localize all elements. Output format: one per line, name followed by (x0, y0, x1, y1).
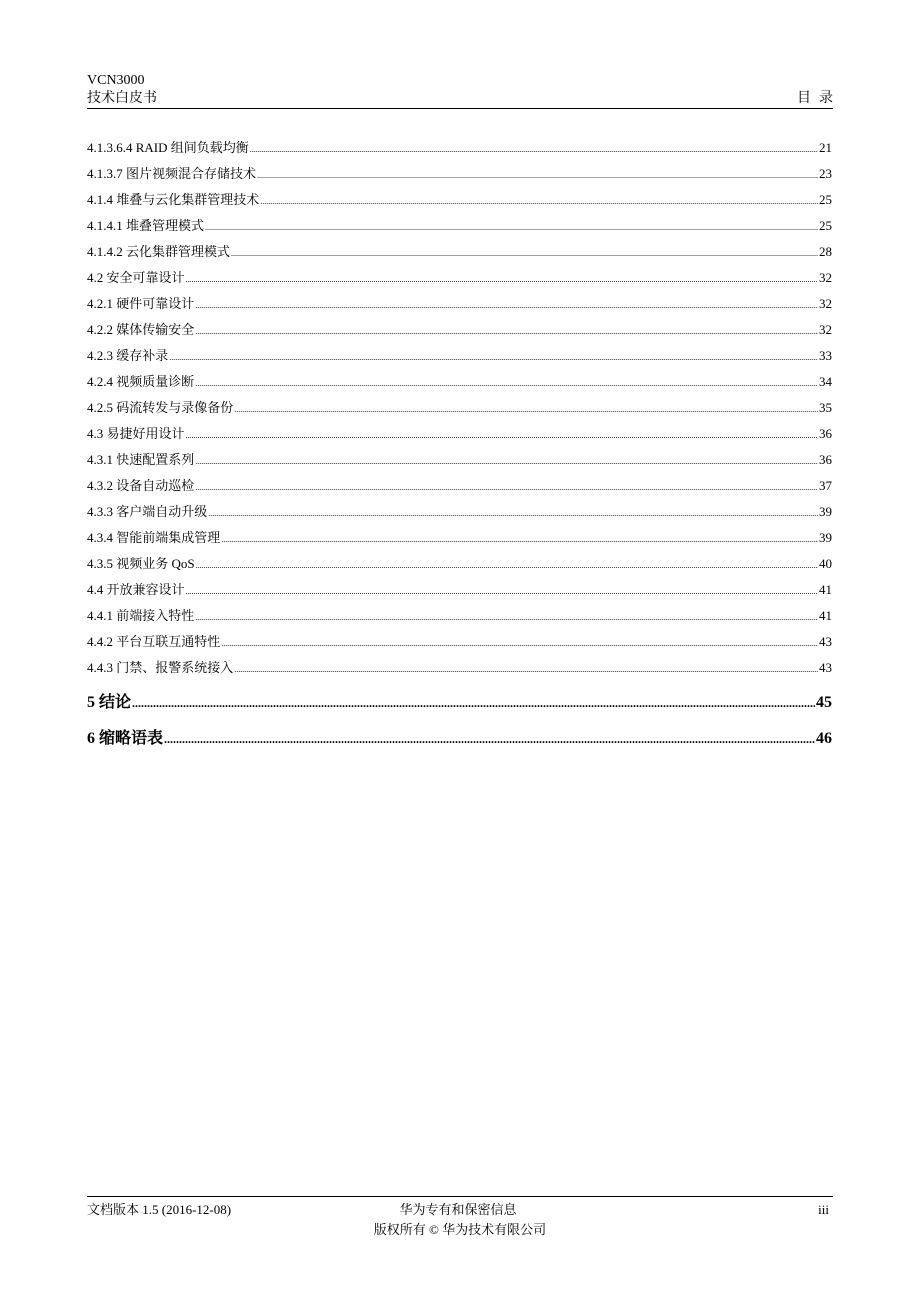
toc-leader-dots (257, 166, 818, 182)
page-footer (87, 1200, 833, 1240)
toc-leader-dots (221, 634, 818, 650)
toc-entry-page: 34 (819, 374, 832, 389)
toc-entry-chapter[interactable] (87, 676, 832, 712)
header-divider (87, 108, 833, 109)
toc-entry-page: 39 (819, 504, 832, 519)
toc-leader-dots (234, 660, 818, 676)
toc-leader-dots (234, 400, 818, 416)
toc-leader-dots (208, 504, 818, 520)
toc-entry-page: 35 (819, 400, 832, 415)
toc-entry-page: 45 (816, 694, 832, 711)
toc-entry-page: 32 (819, 322, 832, 337)
toc-leader-dots (260, 192, 818, 208)
toc-leader-dots (195, 296, 818, 312)
toc-entry-page: 28 (819, 244, 832, 259)
toc-entry-page: 32 (819, 296, 832, 311)
toc-leader-dots (195, 322, 818, 338)
toc-entry-page: 23 (819, 166, 832, 181)
toc-entry-title: 4.2 安全可靠设计 (87, 270, 185, 285)
toc-leader-dots (164, 730, 815, 748)
toc-entry-title: 4.1.4.2 云化集群管理模式 (87, 244, 231, 259)
page-header (87, 72, 841, 108)
toc-leader-dots (250, 140, 818, 156)
toc-entry-title: 4.2.2 媒体传输安全 (87, 322, 195, 337)
toc-entry-page: 21 (819, 140, 832, 155)
toc-entry-page: 46 (816, 730, 832, 747)
toc-entry-page: 39 (819, 530, 832, 545)
toc-entry-title: 4.3.3 客户端自动升级 (87, 504, 208, 519)
toc-leader-dots (195, 478, 818, 494)
toc-entry-page: 32 (819, 270, 832, 285)
toc-entry[interactable] (87, 286, 832, 312)
toc-entry-title: 5 结论 (87, 694, 132, 711)
toc-entry-page: 40 (819, 556, 832, 571)
toc-entry-title: 4.3.4 智能前端集成管理 (87, 530, 221, 545)
toc-entry[interactable] (87, 624, 832, 650)
toc-entry-title: 4.3.5 视频业务 QoS (87, 556, 195, 571)
toc-entry-title: 4.1.3.7 图片视频混合存储技术 (87, 166, 257, 181)
copyright-notice: 版权所有 © 华为技术有限公司 (373, 1222, 547, 1237)
toc-entry-title: 4.2.5 码流转发与录像备份 (87, 400, 234, 415)
toc-entry[interactable] (87, 260, 832, 286)
toc-entry-title: 4.4 开放兼容设计 (87, 582, 185, 597)
toc-entry[interactable] (87, 598, 832, 624)
toc-entry-title: 4.4.1 前端接入特性 (87, 608, 195, 623)
toc-entry-chapter[interactable] (87, 712, 832, 748)
toc-leader-dots (231, 244, 818, 260)
confidentiality-notice: 华为专有和保密信息 (399, 1202, 517, 1217)
toc-entry-page: 25 (819, 192, 832, 207)
document-type: 技术白皮书 (87, 91, 157, 106)
toc-entry[interactable] (87, 442, 832, 468)
toc-entry-page: 37 (819, 478, 832, 493)
toc-entry[interactable] (87, 572, 832, 598)
toc-entry-title: 6 缩略语表 (87, 730, 164, 747)
toc-entry[interactable] (87, 130, 832, 156)
toc-entry[interactable] (87, 650, 832, 676)
toc-entry-title: 4.2.3 缓存补录 (87, 348, 169, 363)
toc-entry-page: 36 (819, 452, 832, 467)
toc-entry[interactable] (87, 182, 832, 208)
toc-entry[interactable] (87, 390, 832, 416)
toc-entry-title: 4.2.1 硬件可靠设计 (87, 296, 195, 311)
toc-entry[interactable] (87, 312, 832, 338)
toc-entry[interactable] (87, 416, 832, 442)
toc-entry[interactable] (87, 234, 832, 260)
toc-entry[interactable] (87, 364, 832, 390)
toc-entry-title: 4.2.4 视频质量诊断 (87, 374, 195, 389)
toc-entry-page: 43 (819, 660, 832, 675)
footer-divider (87, 1196, 833, 1197)
document-version: 文档版本 1.5 (2016-12-08) (87, 1202, 232, 1217)
toc-entry[interactable] (87, 208, 832, 234)
toc-leader-dots (186, 426, 818, 442)
toc-entry[interactable] (87, 494, 832, 520)
page-number: iii (818, 1202, 829, 1217)
toc-leader-dots (195, 452, 818, 468)
toc-entry-title: 4.4.2 平台互联互通特性 (87, 634, 221, 649)
section-name: 目录 (797, 91, 841, 106)
toc-leader-dots (196, 556, 818, 572)
toc-entry-title: 4.4.3 门禁、报警系统接入 (87, 660, 234, 675)
toc-entry[interactable] (87, 520, 832, 546)
toc-entry-title: 4.1.4 堆叠与云化集群管理技术 (87, 192, 260, 207)
product-name: VCN3000 (87, 73, 145, 88)
toc-entry-title: 4.1.4.1 堆叠管理模式 (87, 218, 205, 233)
toc-entry-title: 4.3.2 设备自动巡检 (87, 478, 195, 493)
toc-entry-page: 36 (819, 426, 832, 441)
toc-entry[interactable] (87, 546, 832, 572)
toc-entry-title: 4.3.1 快速配置系列 (87, 452, 195, 467)
toc-entry[interactable] (87, 338, 832, 364)
toc-leader-dots (205, 218, 818, 234)
toc-leader-dots (195, 374, 818, 390)
toc-entry[interactable] (87, 156, 832, 182)
toc-entry-page: 43 (819, 634, 832, 649)
toc-entry-page: 33 (819, 348, 832, 363)
toc-leader-dots (132, 694, 815, 712)
toc-entry-page: 25 (819, 218, 832, 233)
toc-leader-dots (221, 530, 818, 546)
toc-leader-dots (169, 348, 818, 364)
toc-entry-title: 4.3 易捷好用设计 (87, 426, 185, 441)
toc-leader-dots (186, 270, 818, 286)
toc-leader-dots (195, 608, 818, 624)
table-of-contents (87, 130, 832, 748)
toc-entry-page: 41 (819, 582, 832, 597)
toc-entry-title: 4.1.3.6.4 RAID 组间负载均衡 (87, 140, 249, 155)
toc-entry-page: 41 (819, 608, 832, 623)
toc-leader-dots (186, 582, 818, 598)
toc-entry[interactable] (87, 468, 832, 494)
